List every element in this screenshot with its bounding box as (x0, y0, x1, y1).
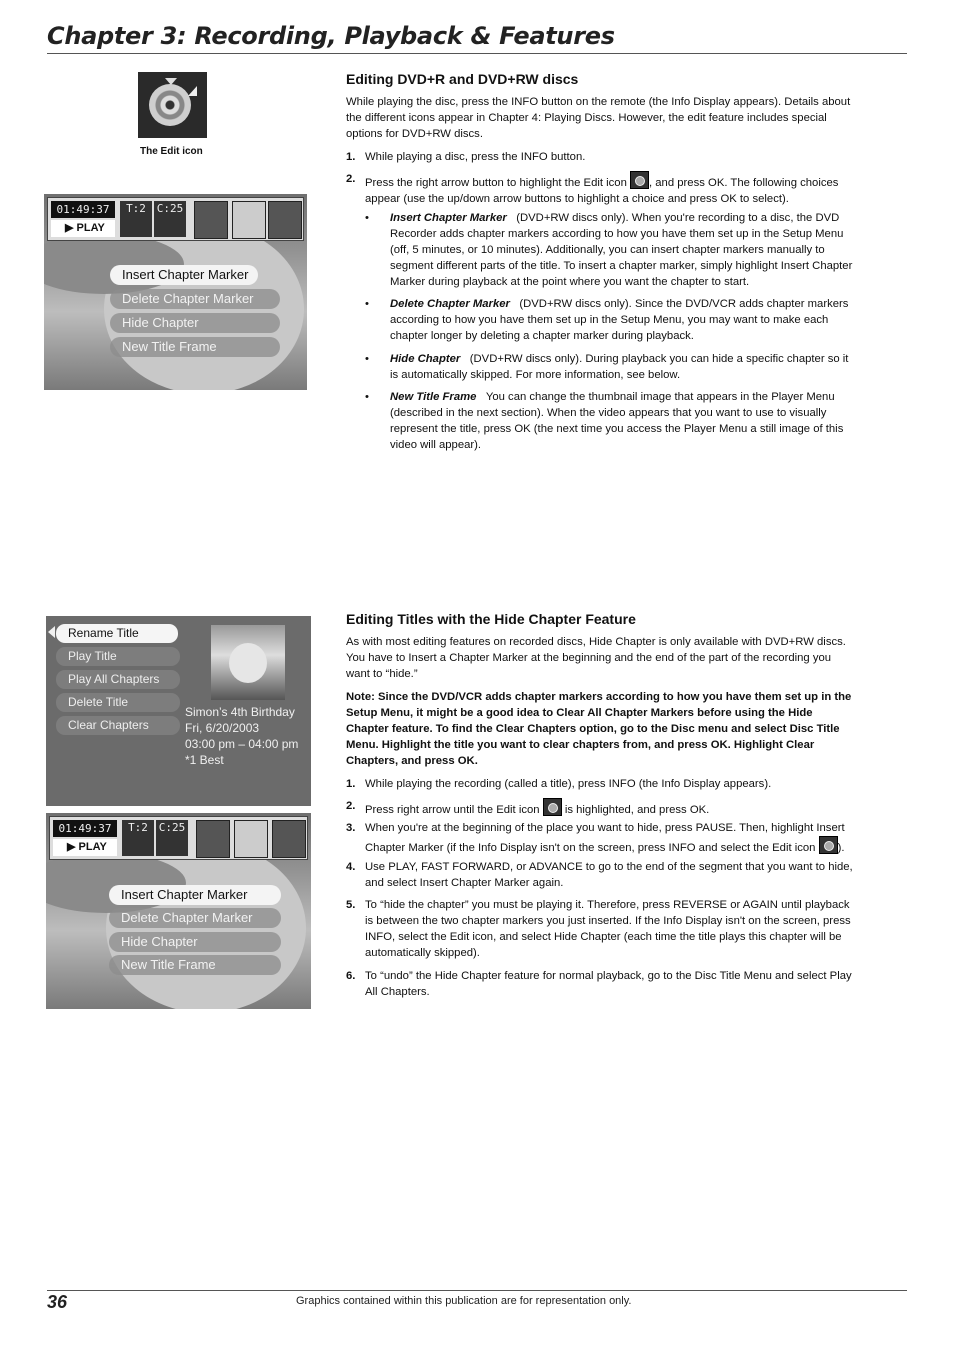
footer-disclaimer: Graphics contained within this publication are for representation only. (296, 1295, 632, 1307)
bullet-dot: • (365, 353, 369, 365)
edit-icon (138, 72, 207, 138)
play-label: PLAY (76, 222, 105, 234)
edit-icon-caption: The Edit icon (140, 146, 203, 157)
play-status: ▶ PLAY (51, 220, 115, 237)
chapter-indicator (154, 201, 186, 237)
chapter-label: C:25 (156, 202, 184, 215)
step-text: To “hide the chapter” you must be playing it. Therefore, press REVERSE or AGAIN until playback is between the two chapter markers you just inserted. If the Info Display isn't on the screen, press INFO, select the Edit icon, and select Hide Chapter (each time the title plays this chapter will be automatically skipped). (365, 899, 851, 959)
step-number: 3. (346, 822, 356, 834)
bullet-text: (DVD+RW discs only). During playback you can hide a specific chapter so it is automatically skipped. For more information, see below. (390, 353, 849, 381)
title-indicator (120, 201, 152, 237)
osd-screenshot-2 (46, 813, 311, 1009)
step-number: 5. (346, 899, 356, 911)
bullet-term: Hide Chapter (390, 353, 461, 365)
step-text: When you're at the beginning of the place you want to hide, press PAUSE. Then, highlight Insert Chapter Marker (if the Info Display isn't on the screen, press INFO and select the Edit icon (365, 822, 845, 854)
play-status: ▶ PLAY (53, 839, 117, 856)
title-quality: *1 Best (185, 753, 224, 767)
play-label: PLAY (78, 841, 107, 853)
section2-heading: Editing Titles with the Hide Chapter Feature (346, 611, 636, 627)
chapter-indicator (156, 820, 188, 856)
step-text: Use PLAY, FAST FORWARD, or ADVANCE to go to the end of the segment that you want to hide, and select Insert Chapter Marker again. (365, 861, 853, 889)
thumbnail-face (229, 643, 267, 683)
menu-item-insert-chapter-marker: Insert Chapter Marker (110, 265, 258, 285)
section2-note: Note: Since the DVD/VCR adds chapter markers according to how you have them set up in the Setup Menu, it might be a good idea to Clear All Chapter Markers before using the Hide Chapter feature. To find the Clear Chapters option, go to the Disc menu and select Disc Title Menu. Highlight the title you want to clear chapters from, and press OK. Highlight Clear Chapters, and press OK. (346, 691, 852, 767)
menu-item-delete-chapter-marker: Delete Chapter Marker (109, 908, 281, 928)
down-arrow-icon (165, 78, 177, 85)
page-number: 36 (47, 1292, 68, 1312)
left-arrow-icon (48, 626, 55, 638)
bullet-dot: • (365, 391, 369, 403)
step-number: 2. (346, 800, 356, 812)
menu-item-new-title-frame: New Title Frame (110, 337, 280, 357)
title-time: 03:00 pm – 04:00 pm (185, 737, 299, 751)
menu-item-hide-chapter: Hide Chapter (109, 932, 281, 952)
menu-item-delete-chapter-marker: Delete Chapter Marker (110, 289, 280, 309)
title-label: T:2 (126, 202, 146, 215)
footer-rule (47, 1290, 907, 1291)
disc-title-menu-screenshot (46, 616, 311, 806)
bullet-term: New Title Frame (390, 391, 477, 403)
corner-triangle-icon (188, 86, 197, 96)
bullet-text: (DVD+RW discs only). When you're recording to a disc, the DVD Recorder adds chapter markers according to how you have them set up in the Setup Menu (off, 5 minutes, or 10 minutes). Additionally, you can insert chapter markers manually to segment different parts of the title. To insert a chapter marker, simply highlight Insert Chapter Marker during playback at the point where you want the chapter to start. (390, 212, 853, 288)
menu-item-delete-title: Delete Title (56, 693, 180, 712)
audio-icon (232, 201, 266, 239)
section1-step-2 (346, 171, 856, 203)
title-name: Simon’s 4th Birthday (185, 705, 295, 719)
chapter-label: C:25 (158, 821, 186, 834)
edit-icon (630, 171, 649, 189)
title-label: T:2 (128, 821, 148, 834)
bullet-dot: • (365, 212, 369, 224)
header-rule (47, 53, 907, 54)
step-number: 4. (346, 861, 356, 873)
menu-item-new-title-frame: New Title Frame (109, 955, 281, 975)
info-display-bar (47, 197, 304, 241)
edit-icon (268, 201, 302, 239)
bullet-term: Insert Chapter Marker (390, 212, 507, 224)
menu-item-play-all-chapters: Play All Chapters (56, 670, 180, 689)
title-date: Fri, 6/20/2003 (185, 721, 260, 735)
section1-intro: While playing the disc, press the INFO button on the remote (the Info Display appears). Details about the different icons appear in Chapter 4: Playing Discs. However, the edit feature includes special options for DVD+RW discs. (346, 96, 851, 140)
menu-item-rename-title: Rename Title (56, 624, 178, 643)
edit-icon (272, 820, 306, 858)
step-number: 2. (346, 173, 356, 185)
section2-intro: As with most editing features on recorded discs, Hide Chapter is only available with DVD+RW discs. You have to Insert a Chapter Marker at the beginning and the end of the part of the recording you want to “hide.” (346, 636, 846, 680)
step-text-continued: , and press OK. The following choices appear (use the up/down arrow buttons to highlight a choice and press OK to select). (365, 177, 839, 205)
info-display-bar (49, 816, 308, 860)
chapter-title: Chapter 3: Recording, Playback & Features (47, 22, 615, 50)
osd-screenshot-1 (44, 194, 307, 390)
step-text-continued: is highlighted, and press OK. (564, 804, 710, 816)
disc-icon (149, 84, 191, 126)
title-indicator (122, 820, 154, 856)
step-text: Press right arrow until the Edit icon (365, 804, 540, 816)
repeat-icon (196, 820, 230, 858)
time-readout: 01:49:37 (53, 820, 117, 837)
repeat-icon (194, 201, 228, 239)
menu-item-hide-chapter: Hide Chapter (110, 313, 280, 333)
menu-item-play-title: Play Title (56, 647, 180, 666)
step-text: While playing a disc, press the INFO button. (365, 151, 586, 163)
audio-icon (234, 820, 268, 858)
bullet-text: (DVD+RW discs only). Since the DVD/VCR adds chapter markers according to how you have them set up in the Setup Menu, you may want to make each chapter longer by deleting a chapter marker during playback. (390, 298, 849, 342)
step-number: 1. (346, 151, 356, 163)
step-number: 1. (346, 778, 356, 790)
title-thumbnail (211, 625, 285, 700)
step-text: While playing the recording (called a title), press INFO (the Info Display appears). (365, 778, 772, 790)
edit-icon (543, 798, 562, 816)
section1-heading: Editing DVD+R and DVD+RW discs (346, 71, 579, 87)
bullet-text: You can change the thumbnail image that appears in the Player Menu (described in the next section). When the video appears that you want to use to visually represent the title, press OK (the next time you access the Player Menu a still image of this video will appear). (390, 391, 844, 451)
bullet-dot: • (365, 298, 369, 310)
edit-icon (819, 836, 838, 854)
time-readout: 01:49:37 (51, 201, 115, 218)
menu-item-insert-chapter-marker: Insert Chapter Marker (109, 885, 281, 905)
step-text-continued: ). (837, 842, 845, 854)
step-text: Press the right arrow button to highlight the Edit icon (365, 177, 627, 189)
menu-item-clear-chapters: Clear Chapters (56, 716, 180, 735)
step-number: 6. (346, 970, 356, 982)
bullet-term: Delete Chapter Marker (390, 298, 510, 310)
step-text: To “undo” the Hide Chapter feature for normal playback, go to the Disc Title Menu and select Play All Chapters. (365, 970, 852, 998)
